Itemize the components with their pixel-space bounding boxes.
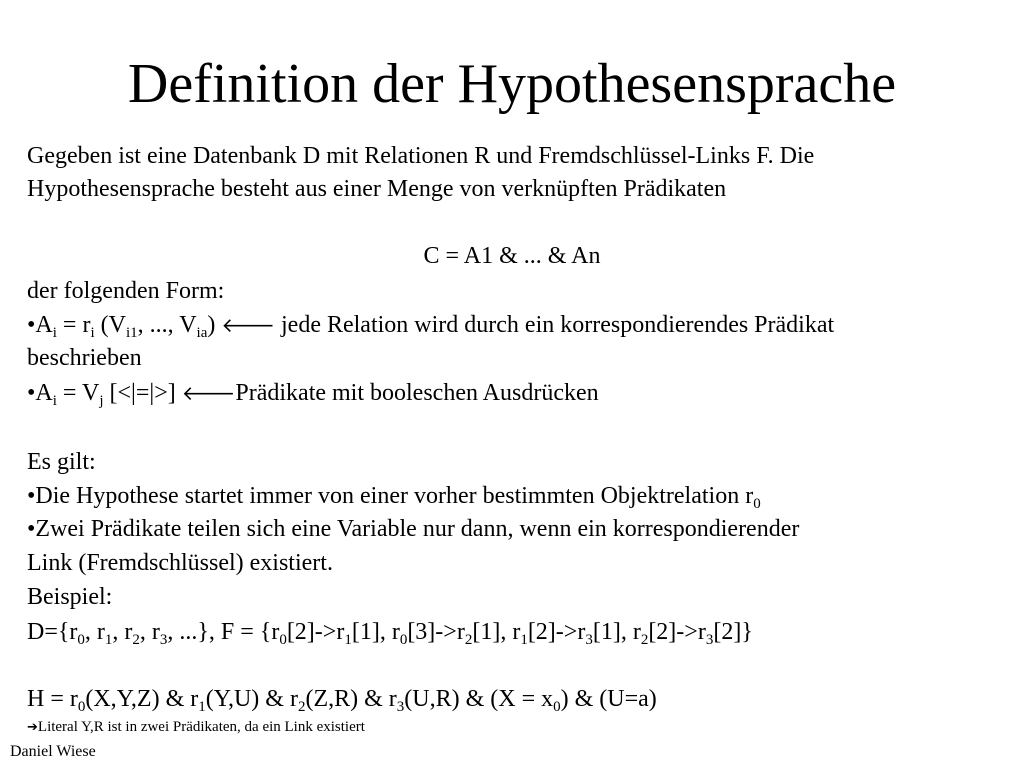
text-segment: A xyxy=(35,312,53,338)
text-segment: (X,Y,Z) & r xyxy=(85,686,199,712)
text-segment: ) & (U=a) xyxy=(560,686,657,712)
es-gilt-heading: Es gilt: xyxy=(27,449,96,475)
text-segment: Die Hypothese startet immer von einer vorher bestimmten Objektrelation r xyxy=(35,483,754,509)
subscript: 1 xyxy=(520,632,528,648)
subscript: 3 xyxy=(159,632,168,648)
subscript: 3 xyxy=(396,699,405,715)
bullet-hypothesis-start xyxy=(27,483,761,510)
text-segment: [1], r xyxy=(472,619,521,645)
subscript: 0 xyxy=(553,699,561,715)
subscript: i xyxy=(52,393,57,409)
subscript: 2 xyxy=(640,632,649,648)
bullet-mark: • xyxy=(27,516,36,542)
subscript: i xyxy=(90,325,95,341)
slide-title: Definition der Hypothesensprache xyxy=(127,53,897,115)
subscript: 2 xyxy=(464,632,473,648)
text-segment: , r xyxy=(112,619,133,645)
example-d-line xyxy=(27,619,753,646)
subscript: 2 xyxy=(297,699,306,715)
arrow-left-icon: 🡐 xyxy=(181,381,236,405)
author-footer: Daniel Wiese xyxy=(10,743,96,760)
text-segment: D={r xyxy=(27,619,78,645)
text-segment: [2]->r xyxy=(527,619,586,645)
text-segment: [2]} xyxy=(713,619,753,645)
text-segment: = V xyxy=(56,380,100,406)
subscript: 1 xyxy=(104,632,113,648)
literal-note xyxy=(27,719,365,736)
subscript: 1 xyxy=(344,632,352,648)
bullet-mark: • xyxy=(27,483,36,509)
subscript: j xyxy=(99,393,104,409)
text-segment: (Y,U) & r xyxy=(205,686,298,712)
subscript: 3 xyxy=(705,632,714,648)
beispiel-heading: Beispiel: xyxy=(27,584,113,610)
bullet-boolean-predicate xyxy=(27,380,599,407)
text-segment: jede Relation wird durch ein korrespondierendes Prädikat xyxy=(275,312,835,338)
text-segment: ) xyxy=(207,312,222,338)
bullet-relation-predicate xyxy=(27,312,834,339)
intro-line-1: Gegeben ist eine Datenbank D mit Relationen R und Fremdschlüssel-Links F. Die xyxy=(27,143,815,169)
text-segment: A xyxy=(35,380,53,406)
subscript: i1 xyxy=(125,325,138,341)
text-segment: H = r xyxy=(27,686,78,712)
bullet-shared-variable xyxy=(27,516,799,543)
arrow-right-icon: ➔ xyxy=(27,720,38,735)
bullet-mark: • xyxy=(27,312,36,338)
form-heading: der folgenden Form: xyxy=(27,278,225,304)
text-segment: [1], r xyxy=(592,619,641,645)
text-segment: , r xyxy=(84,619,105,645)
subscript: i xyxy=(52,325,57,341)
subscript: 0 xyxy=(279,632,287,648)
bullet-shared-variable-continuation: Link (Fremdschlüssel) existiert. xyxy=(27,550,333,576)
text-segment: Zwei Prädikate teilen sich eine Variable nur dann, wenn ein korrespondierender xyxy=(35,516,800,542)
text-segment: [3]->r xyxy=(407,619,465,645)
bullet-relation-continuation: beschrieben xyxy=(27,345,142,371)
subscript: ia xyxy=(196,325,208,341)
subscript: 1 xyxy=(198,699,206,715)
arrow-left-icon: 🡐 xyxy=(221,313,275,337)
text-segment: (U,R) & (X = x xyxy=(404,686,554,712)
text-segment: [2]->r xyxy=(286,619,345,645)
text-segment: , ...}, F = {r xyxy=(167,619,280,645)
text-segment: (Z,R) & r xyxy=(305,686,397,712)
subscript: 0 xyxy=(399,632,408,648)
text-segment: [2]->r xyxy=(648,619,706,645)
example-h-line xyxy=(27,686,657,713)
formula-c: C = A1 & ... & An xyxy=(423,243,601,269)
subscript: 3 xyxy=(585,632,593,648)
intro-line-2: Hypothesensprache besteht aus einer Menge von verknüpften Prädikaten xyxy=(27,176,727,202)
text-segment: [1], r xyxy=(351,619,400,645)
subscript: 2 xyxy=(132,632,140,648)
text-segment: , ..., V xyxy=(137,312,197,338)
text-segment: (V xyxy=(94,312,126,338)
subscript: 0 xyxy=(77,632,85,648)
subscript: 0 xyxy=(77,699,86,715)
subscript: 0 xyxy=(753,496,761,512)
bullet-mark: • xyxy=(27,380,36,406)
text-segment: [<|=|>] xyxy=(103,380,182,406)
text-segment: = r xyxy=(56,312,91,338)
text-segment: , r xyxy=(139,619,160,645)
note-text: Literal Y,R ist in zwei Prädikaten, da ein Link existiert xyxy=(37,719,365,735)
text-segment: Prädikate mit booleschen Ausdrücken xyxy=(235,380,599,406)
